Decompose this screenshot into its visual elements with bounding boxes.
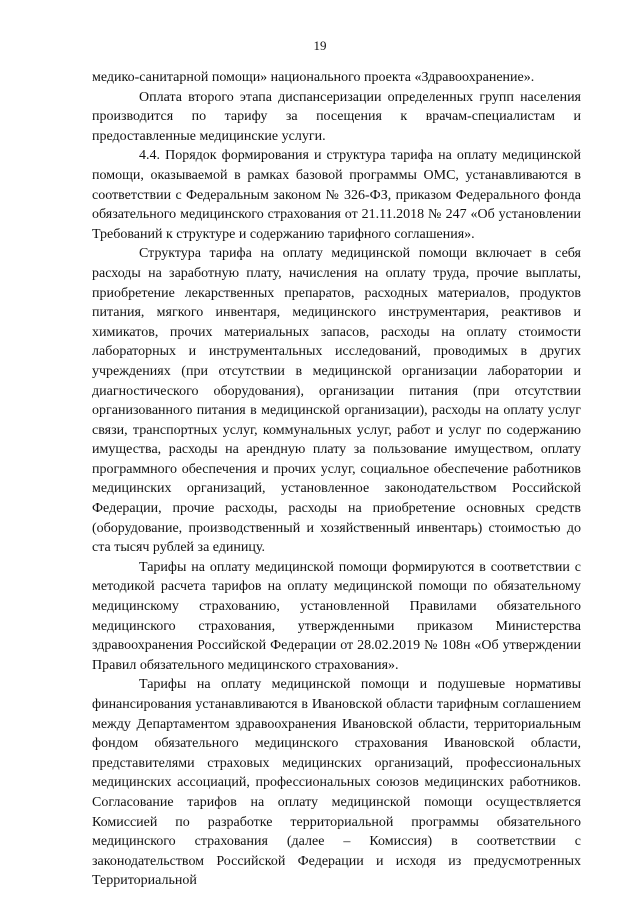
paragraph-continuation: медико-санитарной помощи» национального проекта «Здравоохранение».: [92, 70, 535, 85]
page-number: 19: [313, 38, 327, 53]
paragraph-section-4-4: 4.4. Порядок формирования и структура тарифа на оплату медицинской помощи, оказываемой в рамках базовой программы ОМС, устанавливаются в соответствии с Федеральным законом № 326-ФЗ, приказом Федерального фонда обязательного медицинского страхования от 21.11.2018 № 247 «Об установлении Требований к структуре и содержанию тарифного соглашения».: [92, 148, 581, 242]
paragraph-dispensary-second-stage: Оплата второго этапа диспансеризации определенных групп населения производится по тарифу за посещения к врачам-специалистам и предоставленные медицинские услуги.: [92, 89, 581, 144]
document-body: [92, 68, 581, 891]
paragraph-tariff-structure: Структура тарифа на оплату медицинской помощи включает в себя расходы на заработную плату, начисления на оплату труда, прочие выплаты, приобретение лекарственных препаратов, расходных материалов, продуктов питания, мягкого инвентаря, медицинского инструментария, реактивов и химикатов, прочих материальных запасов, расходы на оплату стоимости лабораторных и инструментальных исследований, проводимых в других учреждениях (при отсутствии в медицинской организации лаборатории и диагностического оборудования), организации питания (при отсутствии организованного питания в медицинской организации), расходы на оплату услуг связи, транспортных услуг, коммунальных услуг, работ и услуг по содержанию имущества, расходы на арендную плату за пользование имуществом, оплату программного обеспечения и прочих услуг, социальное обеспечение работников медицинских организаций, установленное законодательством Российской Федерации, прочие расходы, расходы на приобретение основных средств (оборудование, производственный и хозяйственный инвентарь) стоимостью до ста тысяч рублей за единицу.: [92, 246, 581, 556]
paragraph-tariff-agreement: Тарифы на оплату медицинской помощи и подушевые нормативы финансирования устанавливаются в Ивановской области тарифным соглашением между Департаментом здравоохранения Ивановской области, территориальным фондом обязательного медицинского страхования Ивановской области, представителями страховых медицинских организаций, профессиональных медицинских ассоциаций, профессиональных союзов медицинских работников. Согласование тарифов на оплату медицинской помощи осуществляется Комиссией по разработке территориальной программы обязательного медицинского страхования (далее – Комиссия) в соответствии с законодательством Российской Федерации и исходя из предусмотренных Территориальной: [92, 677, 581, 889]
paragraph-tariff-methodology: Тарифы на оплату медицинской помощи формируются в соответствии с методикой расчета тарифов на оплату медицинской помощи по обязательному медицинскому страхованию, установленной Правилами обязательного медицинского страхования, утвержденными приказом Министерства здравоохранения Российской Федерации от 28.02.2019 № 108н «Об утверждении Правил обязательного медицинского страхования».: [92, 559, 581, 673]
